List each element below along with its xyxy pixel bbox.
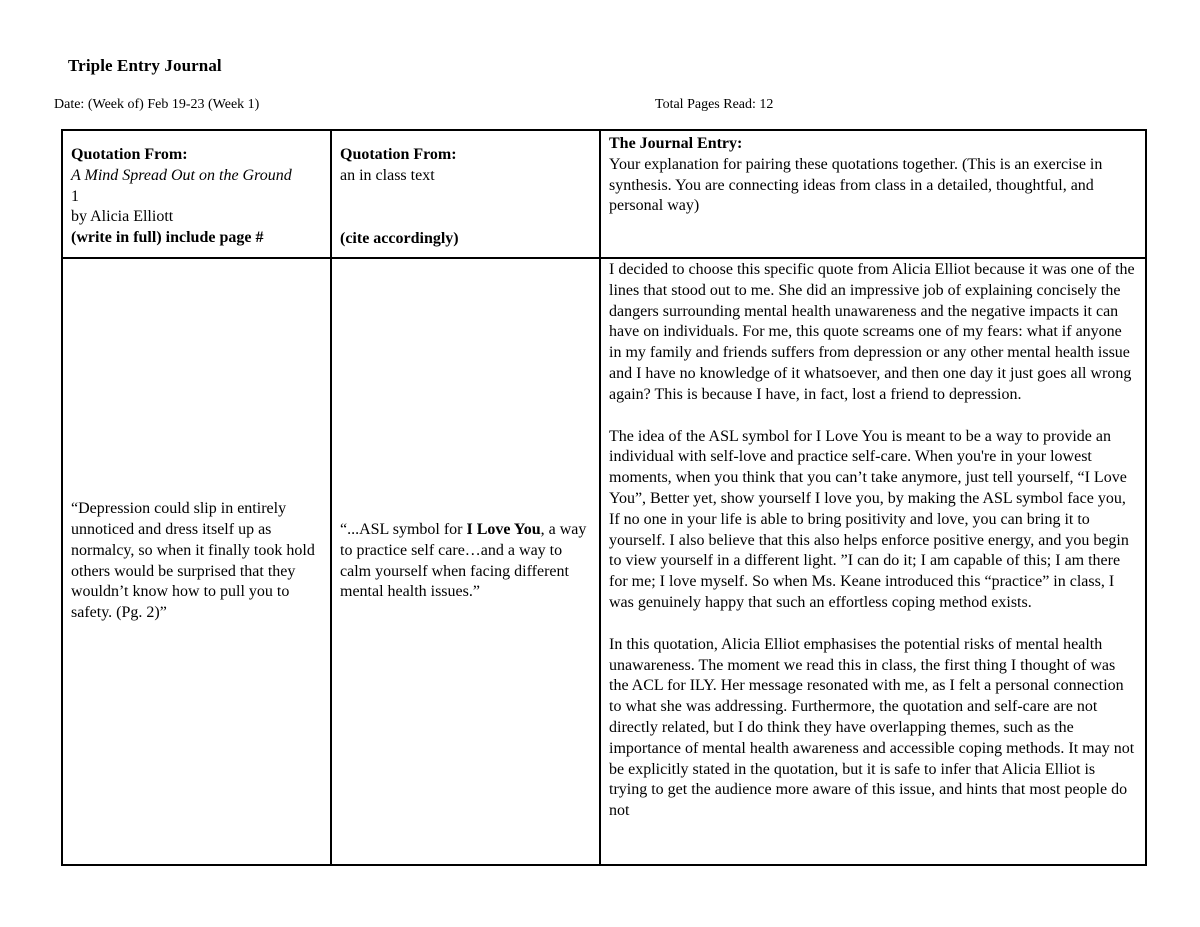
column-instruction: (write in full) include page #: [71, 229, 264, 247]
class-quotation-text: “...ASL symbol for I Love You, a way to practice self care…and a way to calm yourself when facing different mental health issues.”: [340, 520, 587, 601]
column-description: Your explanation for pairing these quotations together. (This is an exercise in synthesis. You are connecting ideas from class in a detailed, thoughtful, and personal way): [609, 155, 1103, 215]
date-line: Date: (Week of) Feb 19-23 (Week 1): [54, 97, 260, 112]
class-quotation: [331, 258, 600, 865]
source-text: an in class text: [340, 166, 435, 184]
column-instruction: (cite accordingly): [340, 229, 459, 247]
column-label: Quotation From:: [71, 146, 188, 163]
column-label: The Journal Entry:: [609, 135, 743, 152]
table-header-row: [62, 130, 1146, 258]
book-quotation: [62, 258, 331, 865]
journal-table: [61, 129, 1147, 866]
entry-paragraph-2: The idea of the ASL symbol for I Love You is meant to be a way to provide an individual with self-love and practice self-care. When you're in your lowest moments, when you think that you can’t take anymore, just tell yourself, “I Love You”, Better yet, show yourself I love you, by making the ASL symbol face you, If no one in your life is able to bring positivity and love, you can bring it to yourself. I also believe that this also helps enforce positive energy, and you begin to view yourself in a different light. ”I can do it; I am capable of this; I am there for me; I love myself. So when Ms. Keane introduced this “practice” in class, I was genuinely happy that such an effortless coping method exists.: [609, 427, 1129, 611]
book-title: A Mind Spread Out on the Ground: [71, 166, 292, 184]
journal-entry: [600, 258, 1146, 865]
table-entry-row: [62, 258, 1146, 865]
column-header-book-quote: [62, 130, 331, 258]
book-number: 1: [71, 187, 79, 205]
book-author: by Alicia Elliott: [71, 208, 174, 226]
column-label: Quotation From:: [340, 146, 457, 163]
column-header-class-quote: [331, 130, 600, 258]
total-pages-read: Total Pages Read: 12: [655, 97, 774, 112]
column-header-journal-entry: [600, 130, 1146, 258]
document-title: Triple Entry Journal: [68, 56, 222, 75]
entry-paragraph-3: In this quotation, Alicia Elliot emphasises the potential risks of mental health unawareness. The moment we read this in class, the first thing I thought of was the ACL for ILY. Her message resonated with me, as I felt a personal connection to what she was addressing. Furthermore, the quotation and self-care are not directly related, but I do think they have overlapping themes, such as the importance of mental health awareness and accessible coping methods. It may not be explicitly stated in the quotation, but it is safe to infer that Alicia Elliot is trying to get the audience more aware of this issue, and hints that most people do not: [609, 635, 1135, 820]
entry-paragraph-1: I decided to choose this specific quote from Alicia Elliot because it was one of the lines that stood out to me. She did an impressive job of explaining concisely the dangers surrounding mental health unawareness and the negative impacts it can have on individuals. For me, this quote screams one of my fears: what if anyone in my family and friends suffers from depression or any other mental health issue and I have no knowledge of it whatsoever, and then one day it just goes all wrong again? This is because I have, in fact, lost a friend to depression.: [609, 261, 1135, 403]
i-love-you-bold: I Love You: [466, 520, 541, 538]
book-quotation-text: “Depression could slip in entirely unnoticed and dress itself up as normalcy, so when it finally took hold others would be surprised that they wouldn’t know how to pull you to safety. (Pg. 2)”: [71, 500, 315, 622]
